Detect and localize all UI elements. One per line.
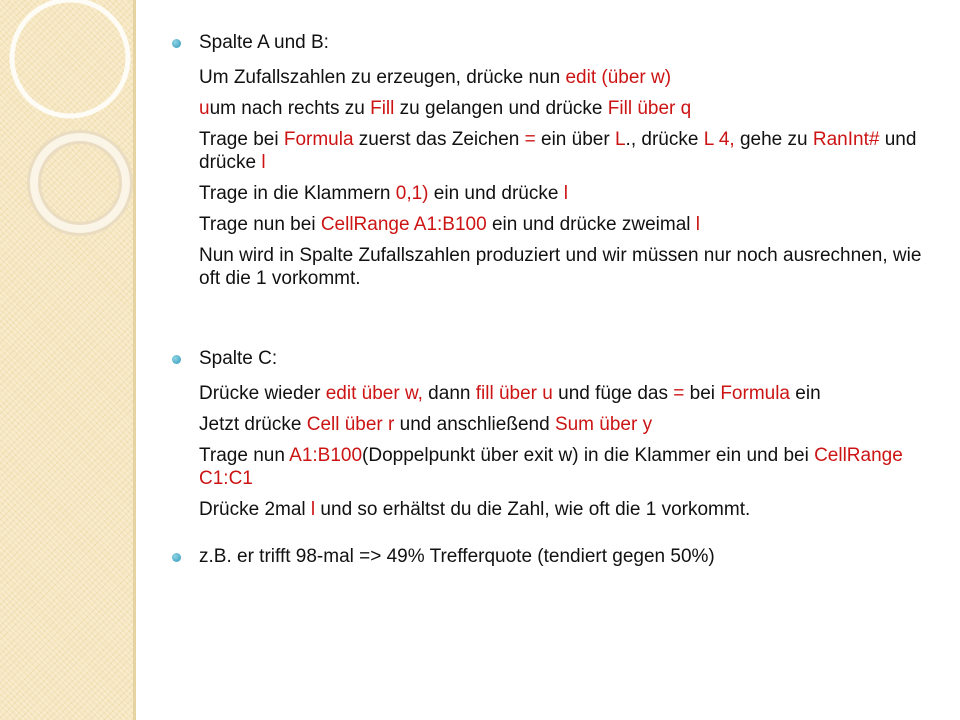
highlighted-term: Sum über: [554, 414, 643, 435]
line-text: Trage in die Klammern: [199, 183, 396, 204]
line-text: Jetzt drücke: [199, 414, 307, 435]
line-text: ein über: [535, 129, 615, 150]
line-text: und so erhältst du die Zahl, wie oft die 1 vorkommt.: [315, 499, 751, 520]
slide-content: [172, 30, 942, 570]
line-text: Trage nun bei: [199, 214, 321, 235]
line-text: dann: [422, 383, 476, 404]
line-text: ., drücke: [625, 129, 704, 150]
highlighted-term: q: [680, 98, 692, 119]
decor-ring: [34, 137, 126, 229]
instruction-lines-1: [199, 66, 942, 290]
highlighted-term: CellRange C1:C1: [199, 445, 903, 489]
highlighted-term: edit (über: [565, 67, 652, 88]
highlighted-term: =: [673, 383, 685, 404]
highlighted-term: y: [642, 414, 653, 435]
line-text: und anschließend: [394, 414, 555, 435]
line-text: und füge das: [552, 383, 674, 404]
bullet-icon: [172, 355, 181, 364]
instruction-line: [199, 128, 942, 174]
line-text: Drücke wieder: [199, 383, 326, 404]
highlighted-term: l: [310, 499, 316, 520]
line-text: um nach rechts zu: [209, 98, 371, 119]
bullet-heading-1: Spalte A und B:: [199, 32, 329, 53]
instruction-line: [199, 182, 942, 205]
bullet-spalte-ab: [172, 30, 942, 290]
instruction-line: [199, 498, 942, 521]
highlighted-term: Cell über: [306, 414, 389, 435]
line-text: ein: [790, 383, 821, 404]
bullet-heading-3: z.B. er trifft 98-mal => 49% Trefferquote (tendiert gegen 50%): [199, 546, 715, 567]
instruction-line: [199, 244, 942, 290]
highlighted-term: RanInt#: [812, 129, 880, 150]
highlighted-term: L 4,: [703, 129, 735, 150]
line-text: zu gelangen und drücke: [394, 98, 608, 119]
line-text: bei: [684, 383, 721, 404]
highlighted-term: Formula: [720, 383, 790, 404]
line-text: ein und drücke zweimal: [486, 214, 696, 235]
highlighted-term: Formula: [283, 129, 354, 150]
instruction-line: [199, 66, 942, 89]
highlighted-term: fill über: [475, 383, 543, 404]
highlighted-term: l: [695, 214, 701, 235]
highlighted-term: ): [664, 67, 672, 88]
instruction-line: [199, 97, 942, 120]
line-text: gehe zu: [734, 129, 813, 150]
bullet-heading-2: Spalte C:: [199, 348, 278, 369]
highlighted-term: l: [261, 152, 266, 173]
instruction-line: [199, 413, 942, 436]
line-text: Trage nun: [199, 445, 290, 466]
line-text: und drücke: [199, 129, 917, 173]
bullet-summary: [172, 544, 942, 570]
highlighted-term: l: [563, 183, 568, 204]
bullet-icon: [172, 553, 181, 562]
line-text: Trage bei: [199, 129, 284, 150]
line-text: ) in die Klammer ein und bei: [572, 445, 815, 466]
line-text: Drücke 2mal: [199, 499, 311, 520]
highlighted-term: edit über: [325, 383, 405, 404]
line-text: Nun wird in Spalte Zufallszahlen produziert und wir müssen nur noch ausrechnen, wie oft die 1 vorkommt.: [199, 245, 922, 289]
highlighted-term: w: [651, 67, 665, 88]
bullet-spalte-c: [172, 346, 942, 521]
highlighted-term: A1:B100: [289, 445, 363, 466]
instruction-line: [199, 213, 942, 236]
highlighted-term: r: [388, 414, 395, 435]
highlighted-term: w,: [404, 383, 423, 404]
highlighted-term: CellRange A1:B100: [320, 214, 487, 235]
highlighted-term: =: [524, 129, 536, 150]
highlighted-term: L: [614, 129, 626, 150]
instruction-line: [199, 382, 942, 405]
instruction-lines-2: [199, 382, 942, 521]
line-text: zuerst das Zeichen: [353, 129, 525, 150]
line-text: (Doppelpunkt über exit: [362, 445, 559, 466]
bullet-icon: [172, 39, 181, 48]
decor-circle-large: [12, 0, 128, 116]
instruction-line: [199, 444, 942, 490]
highlighted-term: 0,1): [395, 183, 429, 204]
highlighted-term: u: [542, 383, 553, 404]
highlighted-term: Fill: [370, 98, 395, 119]
line-text: w: [558, 445, 573, 466]
line-text: Um Zufallszahlen zu erzeugen, drücke nun: [199, 67, 566, 88]
highlighted-term: u: [199, 98, 210, 119]
highlighted-term: Fill über: [607, 98, 681, 119]
line-text: ein und drücke: [428, 183, 564, 204]
